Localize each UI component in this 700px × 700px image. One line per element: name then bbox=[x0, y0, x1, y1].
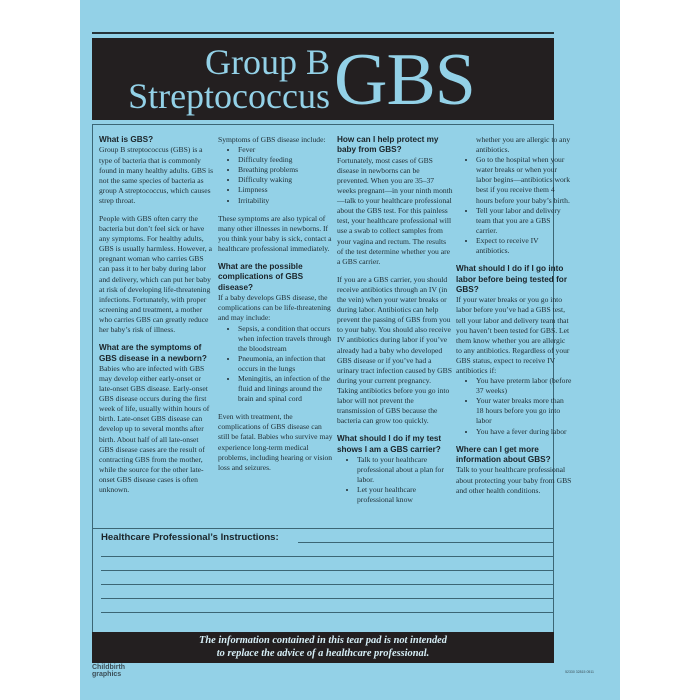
writing-line bbox=[101, 612, 553, 613]
carrier-steps-list bbox=[337, 455, 453, 505]
paragraph: Even with treatment, the complications of GBS disease can still be fatal. Babies who survive may experience long-term medical problems, including hearing or vision loss and seizures. bbox=[218, 412, 333, 472]
heading-gbs-carrier: What should I do if my test shows I am a GBS carrier? bbox=[337, 434, 442, 454]
disclaimer-line-2: to replace the advice of a healthcare professional. bbox=[216, 647, 430, 659]
list-item: • Tell your labor and delivery team that you are a GBS carrier. bbox=[476, 206, 572, 236]
paragraph: If a baby develops GBS disease, the complications can be life-threatening and may include: bbox=[218, 293, 331, 323]
list-item: • Let your healthcare professional know bbox=[357, 485, 453, 505]
disclaimer-banner bbox=[92, 632, 554, 663]
column-1 bbox=[99, 135, 215, 503]
column-2 bbox=[218, 135, 334, 481]
writing-line bbox=[298, 542, 553, 543]
title-banner bbox=[92, 38, 554, 120]
complication-list bbox=[218, 324, 334, 405]
list-item: • Meningitis, an infection of the fluid and linings around the brain and spinal cord bbox=[238, 374, 334, 404]
paragraph: Fortunately, most cases of GBS disease in newborns can be prevented. When you are 35–37 weeks pregnant—in your ninth month—talk to your healthcare professional about the GBS test. For this painless test, your healthcare professional will use a swab to collect samples from your vagina and rectum. The results of the test determine whether you are a GBS carrier. bbox=[337, 155, 453, 266]
paragraph: People with GBS often carry the bacteria but don’t feel sick or have any symptoms. For healthy adults, GBS is usually harmless. However, a pregnant woman who carries GBS can pass it to her baby during labor and delivery, which can put her baby at risk of developing life-threatening infections. Fortunately, with proper screening and treatment, a mother who carries GBS can greatly reduce her baby’s risk of illness. bbox=[99, 213, 212, 334]
logo-line-1: Childbirth bbox=[92, 664, 126, 671]
logo-line-2: graphics bbox=[92, 670, 122, 678]
paragraph: Babies who are infected with GBS may develop either early-onset or late-onset GBS disease. Early-onset GBS disease occurs during the first week of life, usually within hours of birth. Late-onset GBS disease can develop up to several months after birth. About half of all late-onset GBS disease cases are the result of contracting GBS from the mother, while the source for the other late-onset GBS disease cases is often unknown. bbox=[99, 363, 210, 495]
list-item: • Irritability bbox=[238, 196, 334, 206]
paragraph: If you are a GBS carrier, you should receive antibiotics through an IV (in the vein) when your water breaks or during labor. Antibiotics can help prevent the passing of GBS from you to your baby. You should also receive IV antibiotics during labor if you’ve already had a baby who developed GBS disease or if you’ve had a urinary tract infection caused by GBS during your current pregnancy. Taking antibiotics before you go into labor will not prevent the transmission of GBS because the bacteria can grow too quickly. bbox=[337, 274, 452, 426]
paragraph: If your water breaks or you go into labor before you’ve had a GBS test, tell your labor and delivery team that you haven’t been tested for GBS. Let them know whether you are allergic to any antibiotics. Regardless of your GBS status, expect to receive IV antibiotics if: bbox=[456, 295, 570, 375]
childbirth-graphics-logo bbox=[92, 665, 125, 678]
writing-line bbox=[101, 598, 553, 599]
heading-what-is-gbs: What is GBS? bbox=[99, 135, 154, 144]
paragraph: These symptoms are also typical of many other illnesses in newborns. If you think your baby is sick, contact a healthcare professional immediately. bbox=[218, 213, 332, 253]
symptom-list bbox=[218, 145, 334, 206]
heading-complications: What are the possible complications of GBS disease? bbox=[218, 262, 304, 292]
instructions-title: Healthcare Professional’s Instructions: bbox=[101, 532, 279, 543]
heading-symptoms-newborn: What are the symptoms of GBS disease in a newborn? bbox=[99, 343, 207, 363]
paragraph: Symptoms of GBS disease include: bbox=[218, 135, 326, 144]
title-line-1: Group B bbox=[205, 42, 330, 82]
list-item: • Go to the hospital when your water breaks or when your labor begins—antibiotics work best if you receive them 4 hours before your baby’s birth. bbox=[476, 155, 572, 205]
heading-labor-before-test: What should I do if I go into labor before being tested for GBS? bbox=[456, 264, 567, 294]
list-item: • You have a fever during labor bbox=[476, 427, 572, 437]
top-rule bbox=[92, 32, 554, 34]
paragraph-continued: whether you are allergic to any antibiotics. bbox=[476, 135, 571, 155]
writing-line bbox=[101, 570, 553, 571]
paragraph: Group B streptococcus (GBS) is a type of bacteria that is commonly found in many healthy adults. GBS is not the same species of bacteria as group A streptococcus, which causes strep throat. bbox=[99, 145, 214, 205]
list-item: • Sepsis, a condition that occurs when infection travels through the bloodstream bbox=[238, 324, 334, 354]
list-item: • You have preterm labor (before 37 weeks) bbox=[476, 376, 572, 396]
carrier-steps-list-continued bbox=[456, 155, 572, 256]
tear-pad-sheet bbox=[80, 0, 620, 700]
list-item: • Difficulty waking bbox=[238, 175, 334, 185]
heading-more-information: Where can I get more information about GBS? bbox=[456, 444, 551, 465]
list-item: • Limpness bbox=[238, 185, 334, 195]
list-item: • Difficulty feeding bbox=[238, 155, 334, 165]
title-line-2: Streptococcus bbox=[128, 76, 330, 116]
content-box bbox=[92, 124, 572, 529]
list-item: • Your water breaks more than 18 hours before you go into labor bbox=[476, 396, 572, 426]
paragraph: Talk to your healthcare professional about protecting your baby from GBS and other health conditions. bbox=[456, 465, 572, 495]
conditions-list bbox=[456, 376, 572, 437]
disclaimer-line-1: The information contained in this tear pad is not intended bbox=[199, 635, 447, 646]
list-item: • Fever bbox=[238, 145, 334, 155]
product-code: 52330 32815 0511 bbox=[565, 670, 594, 674]
column-4 bbox=[456, 135, 572, 504]
list-item: • Expect to receive IV antibiotics. bbox=[476, 236, 572, 256]
list-item: • Breathing problems bbox=[238, 165, 334, 175]
writing-line bbox=[101, 584, 553, 585]
list-item: • Talk to your healthcare professional about a plan for labor. bbox=[357, 455, 453, 485]
writing-line bbox=[101, 556, 553, 557]
column-3 bbox=[337, 135, 453, 514]
title-abbreviation: GBS bbox=[334, 39, 475, 121]
heading-protect-baby: How can I help protect my baby from GBS? bbox=[337, 135, 439, 155]
instructions-box bbox=[92, 528, 554, 633]
list-item: • Pneumonia, an infection that occurs in the lungs bbox=[238, 354, 334, 374]
